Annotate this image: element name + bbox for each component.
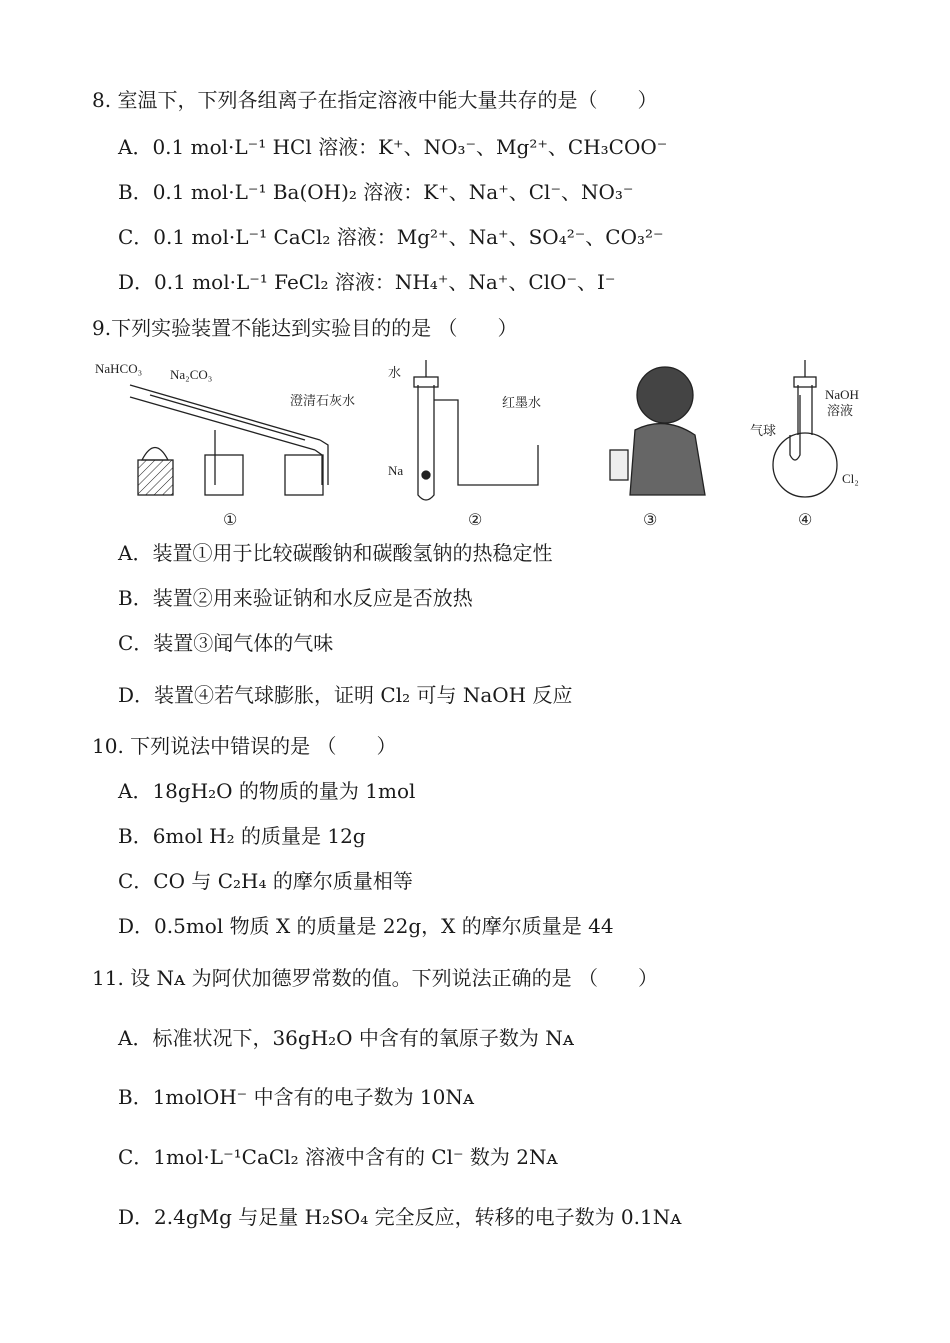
label-limewater: 澄清石灰水: [290, 393, 356, 408]
figure-number-4: ④: [798, 512, 813, 529]
option-a: A．0.1 mol·L⁻¹ HCl 溶液：K⁺、NO₃⁻、Mg²⁺、CH₃COO⁻: [118, 135, 668, 159]
option-c: C．1mol·L⁻¹CaCl₂ 溶液中含有的 Cl⁻ 数为 2Nᴀ: [118, 1145, 558, 1169]
option-a: A．装置①用于比较碳酸钠和碳酸氢钠的热稳定性: [118, 541, 553, 565]
option-b: B．装置②用来验证钠和水反应是否放热: [118, 586, 473, 610]
label-red-ink: 红墨水: [502, 395, 542, 410]
figure-number-2: ②: [468, 512, 483, 529]
apparatus-2: [388, 360, 541, 529]
figure-number-3: ③: [643, 512, 658, 529]
question-stem: 10. 下列说法中错误的是 （ ）: [92, 734, 397, 758]
option-b: B．0.1 mol·L⁻¹ Ba(OH)₂ 溶液：K⁺、Na⁺、Cl⁻、NO₃⁻: [118, 180, 634, 204]
label-cl2: Cl₂: [842, 471, 859, 486]
apparatus-1: [95, 361, 355, 529]
option-d: D．2.4gMg 与足量 H₂SO₄ 完全反应，转移的电子数为 0.1Nᴀ: [118, 1205, 682, 1229]
option-a: A．标准状况下，36gH₂O 中含有的氧原子数为 Nᴀ: [118, 1026, 575, 1050]
apparatus-4: [750, 360, 859, 529]
option-c: C．0.1 mol·L⁻¹ CaCl₂ 溶液：Mg²⁺、Na⁺、SO₄²⁻、CO₃²⁻: [118, 225, 664, 249]
option-d: D．0.5mol 物质 X 的质量是 22g，X 的摩尔质量是 44: [118, 914, 614, 938]
option-c: C．CO 与 C₂H₄ 的摩尔质量相等: [118, 869, 413, 893]
figure-number-1: ①: [223, 512, 238, 529]
option-a: A．18gH₂O 的物质的量为 1mol: [118, 779, 416, 803]
label-water: 水: [388, 365, 402, 380]
option-c: C．装置③闻气体的气味: [118, 631, 334, 655]
label-na: Na: [388, 463, 404, 478]
label-naoh: NaOH: [825, 387, 859, 402]
label-solution: 溶液: [827, 403, 854, 418]
option-b: B．1molOH⁻ 中含有的电子数为 10Nᴀ: [118, 1085, 475, 1109]
label-na2co3: Na₂CO₃: [170, 367, 213, 382]
apparatus-figure: [90, 355, 870, 535]
option-d: D．0.1 mol·L⁻¹ FeCl₂ 溶液：NH₄⁺、Na⁺、ClO⁻、I⁻: [118, 270, 616, 294]
question-stem: 11. 设 Nᴀ 为阿伏加德罗常数的值。下列说法正确的是 （ ）: [92, 966, 659, 990]
question-stem: 8. 室温下，下列各组离子在指定溶液中能大量共存的是（ ）: [92, 88, 658, 112]
label-nahco3: NaHCO₃: [95, 361, 143, 376]
question-stem: 9.下列实验装置不能达到实验目的的是 （ ）: [92, 316, 518, 340]
option-d: D．装置④若气球膨胀，证明 Cl₂ 可与 NaOH 反应: [118, 683, 573, 707]
apparatus-3-person-smelling: [610, 367, 705, 529]
label-balloon: 气球: [750, 423, 777, 438]
option-b: B．6mol H₂ 的质量是 12g: [118, 824, 366, 848]
